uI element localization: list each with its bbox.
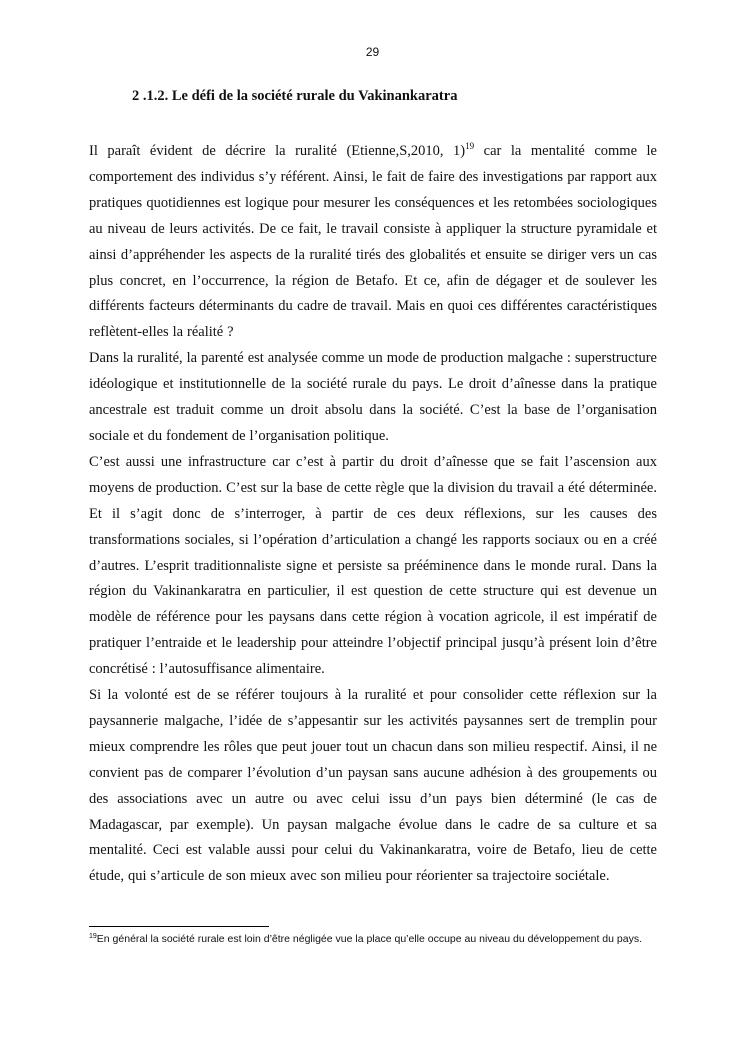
paragraph-4: Si la volonté est de se référer toujours à la ruralité et pour consolider cette réflexion sur la paysannerie malgache, l’idée de s’appesantir sur les activités paysannes sert de tremplin pour mieux comprendre les rôles que peut jouer tout un chacun dans son milieu respectif. Ainsi, il ne convient pas de comparer l’évolution d’un paysan sans aucune adhésion à des groupements ou des associations avec un autre ou avec celui issu d’un pays bien déterminé (le cas de Madagascar, par exemple). Un paysan malgache évolue dans le cadre de sa culture et sa mentalité. Ceci est valable aussi pour celui du Vakinankaratra, voire de Betafo, lieu de cette étude, qui s’articule de son mieux avec son milieu pour réorienter sa trajectoire sociétale.	[89, 687, 657, 885]
paragraph-2: Dans la ruralité, la parenté est analysée comme un mode de production malgache : superstructure idéologique et institutionnelle de la société rurale du pays. Le droit d’aînesse dans la pratique ancestrale est traduit comme un droit absolu dans la société. C’est la base de l’organisation sociale et du fondement de l’organisation politique.	[89, 350, 657, 444]
page-number: 29	[365, 45, 380, 59]
footnote	[89, 931, 659, 948]
body-text	[89, 139, 657, 890]
footnote-text: En général la société rurale est loin d’être négligée vue la place qu’elle occupe au niveau du développement du pays.	[96, 933, 642, 945]
footnote-number: 19	[89, 933, 97, 940]
section-heading: 2 .1.2. Le défi de la société rurale du Vakinankaratra	[132, 88, 458, 104]
paragraph-1-start: Il paraît évident de décrire la ruralité (Etienne,S,2010, 1)	[89, 143, 466, 159]
footnote-reference[interactable]: 19	[465, 141, 475, 151]
footnote-separator	[89, 926, 269, 927]
paragraph-1-rest: car la mentalité comme le comportement des individus s’y référent. Ainsi, le fait de faire des investigations par rapport aux pratiques quotidiennes est logique pour mesurer les conséquences et les retombées sociologiques au niveau de leurs activités. De ce fait, le travail consiste à appliquer la structure pyramidale et ainsi d’appréhender les aspects de la ruralité tirés des globalités et ensuite se diriger vers un cas plus concret, en l’occurrence, la région de Betafo. Et ce, afin de dégager et de soulever les différents facteurs déterminants du cadre de travail. Mais en quoi ces différentes caractéristiques reflètent-elles la réalité ?	[89, 143, 657, 341]
paragraph-3: C’est aussi une infrastructure car c’est à partir du droit d’aînesse que se fait l’ascension aux moyens de production. C’est sur la base de cette règle que la division du travail a été déterminée. Et il s’agit donc de s’interroger, à partir de ces deux réflexions, sur les causes des transformations sociales, si l’opération d’articulation a changé les rapports sociaux ou en a créé d’autres. L’esprit traditionnaliste signe et persiste sa prééminence dans le monde rural. Dans la région du Vakinankaratra en particulier, il est question de cette structure qui est devenue un modèle de référence pour les paysans dans cette région à vocation agricole, il est impératif de pratiquer l’entraide et le leadership pour atteindre l’objectif principal jusqu’à présent loin d’être concrétisé : l’autosuffisance alimentaire.	[89, 453, 657, 678]
paragraph-1	[89, 139, 657, 346]
